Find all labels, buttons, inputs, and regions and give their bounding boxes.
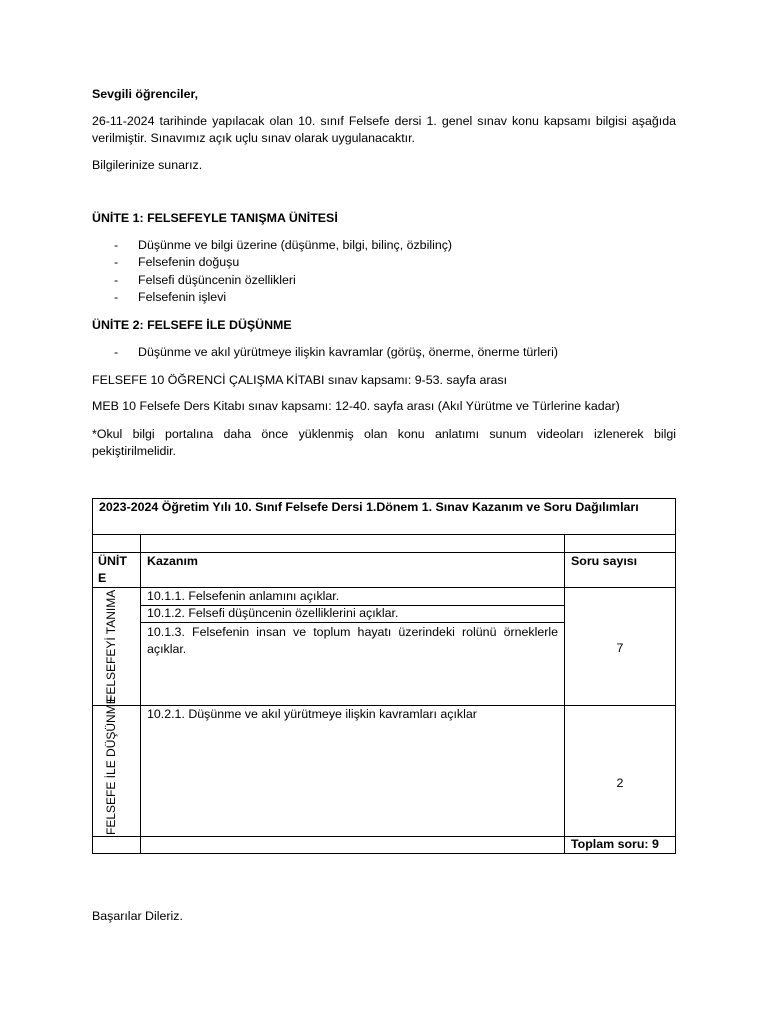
bullet-dash: - bbox=[114, 238, 119, 252]
outcome-cell: 10.1.1. Felsefenin anlamını açıklar. bbox=[147, 589, 340, 603]
unit2-title: ÜNİTE 2: FELSEFE İLE DÜŞÜNME bbox=[92, 318, 292, 332]
table-rule bbox=[564, 534, 565, 854]
outcome-cell: 10.2.1. Düşünme ve akıl yürütmeye ilişkin kavramları açıklar bbox=[147, 707, 477, 721]
unit1-item-text: Felsefi düşüncenin özellikleri bbox=[138, 273, 296, 287]
question-count-cell: 2 bbox=[616, 776, 624, 790]
header-unit-line1: ÜNİT bbox=[98, 554, 127, 568]
unit1-title: ÜNİTE 1: FELSEFEYLE TANIŞMA ÜNİTESİ bbox=[92, 211, 338, 225]
table-rule bbox=[92, 534, 676, 535]
header-outcome: Kazanım bbox=[147, 554, 198, 568]
unit-label-vertical: FELSEFEYİ TANIMA bbox=[104, 589, 118, 702]
unit-label-vertical: FELSEFE İLE DÜŞÜNME bbox=[104, 696, 118, 835]
unit2-item-text: Düşünme ve akıl yürütmeye ilişkin kavramlar (görüş, önerme, önerme türleri) bbox=[138, 345, 559, 359]
outcome-cell: 10.1.3. Felsefenin insan ve toplum hayatı üzerindeki rolünü örneklerle açıklar. bbox=[147, 625, 558, 656]
greeting: Sevgili öğrenciler, bbox=[92, 87, 199, 101]
header-question-count: Soru sayısı bbox=[571, 554, 638, 568]
bullet-dash: - bbox=[114, 273, 119, 287]
table-rule bbox=[92, 498, 676, 499]
table-rule bbox=[92, 853, 676, 854]
info-line: Bilgilerinize sunarız. bbox=[92, 158, 203, 172]
unit1-item-text: Felsefenin doğuşu bbox=[138, 255, 240, 269]
textbook-scope: MEB 10 Felsefe Ders Kitabı sınav kapsamı: 12-40. sayfa arası (Akıl Yürütme ve Türlerine kadar) bbox=[92, 399, 620, 413]
unit1-item-text: Felsefenin işlevi bbox=[138, 290, 227, 304]
table-rule bbox=[92, 587, 676, 588]
bullet-dash: - bbox=[114, 345, 119, 359]
header-unit-line2: E bbox=[98, 571, 107, 585]
table-rule bbox=[92, 552, 676, 553]
table-rule bbox=[92, 705, 676, 706]
closing: Başarılar Dileriz. bbox=[92, 909, 183, 923]
table-rule bbox=[140, 534, 141, 854]
workbook-scope: FELSEFE 10 ÖĞRENCİ ÇALIŞMA KİTABI sınav kapsamı: 9-53. sayfa arası bbox=[92, 373, 508, 387]
total-questions: Toplam soru: 9 bbox=[571, 837, 659, 851]
bullet-dash: - bbox=[114, 290, 119, 304]
intro-paragraph: 26-11-2024 tarihinde yapılacak olan 10. sınıf Felsefe dersi 1. genel sınav konu kapsamı bilgisi aşağıda verilmiştir. Sınavımız açık uçlu sınav olarak uygulanacaktır. bbox=[92, 114, 676, 145]
note: *Okul bilgi portalına daha önce yüklenmiş olan konu anlatımı sunum videoları izlenerek bilgi pekiştirilmelidir. bbox=[92, 427, 676, 458]
table-rule bbox=[92, 498, 93, 854]
question-count-cell: 7 bbox=[616, 641, 624, 655]
table-rule bbox=[675, 498, 676, 854]
bullet-dash: - bbox=[114, 255, 119, 269]
table-title: 2023-2024 Öğretim Yılı 10. Sınıf Felsefe Dersi 1.Dönem 1. Sınav Kazanım ve Soru Dağılımları bbox=[99, 500, 639, 514]
exam-distribution-table bbox=[92, 498, 676, 854]
table-rule bbox=[140, 622, 564, 623]
unit1-item-text: Düşünme ve bilgi üzerine (düşünme, bilgi, bilinç, özbilinç) bbox=[138, 238, 453, 252]
outcome-cell: 10.1.2. Felsefi düşüncenin özelliklerini açıklar. bbox=[147, 606, 399, 620]
